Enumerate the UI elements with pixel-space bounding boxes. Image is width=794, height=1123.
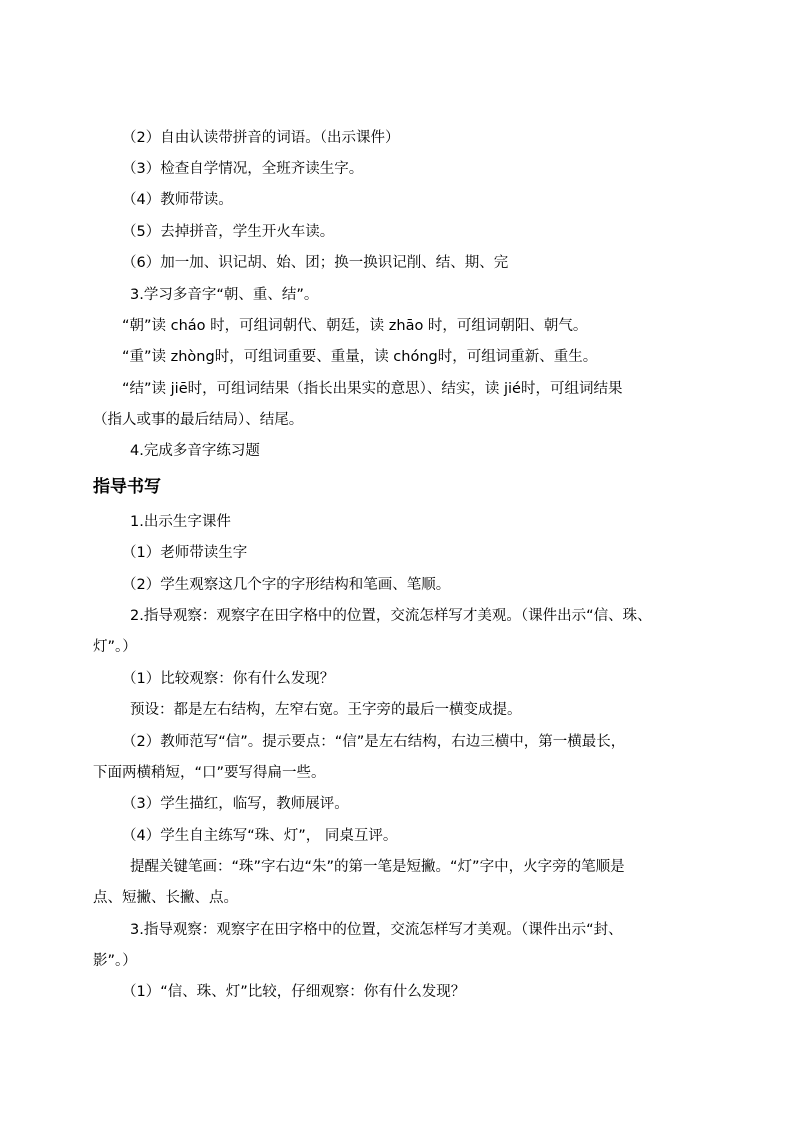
text-line: 灯”。） bbox=[93, 639, 137, 655]
text-line: （6）加一加、识记胡、始、团；换一换识记削、结、期、完 bbox=[122, 255, 509, 271]
text-line: （4）教师带读。 bbox=[122, 192, 233, 208]
text-line: “重”读 zhòng时，可组词重要、重量，读 chóng时，可组词重新、重生。 bbox=[122, 349, 598, 365]
text-line: 1.出示生字课件 bbox=[130, 514, 231, 530]
text-line: 预设：都是左右结构，左窄右宽。王字旁的最后一横变成提。 bbox=[130, 702, 522, 718]
text-line: （3）学生描红，临写，教师展评。 bbox=[122, 796, 349, 812]
text-line: （5）去掉拼音，学生开火车读。 bbox=[122, 224, 335, 240]
text-line: （2）自由认读带拼音的词语。（出示课件） bbox=[122, 130, 400, 146]
text-line: “朝”读 cháo 时，可组词朝代、朝廷，读 zhāo 时，可组词朝阳、朝气。 bbox=[122, 318, 588, 334]
text-line: （2）教师范写“信”。提示要点：“信”是左右结构，右边三横中，第一横最长， bbox=[122, 734, 626, 750]
text-line: 2.指导观察：观察字在田字格中的位置，交流怎样写才美观。（课件出示“信、珠、 bbox=[130, 608, 652, 624]
text-line: （2）学生观察这几个字的字形结构和笔画、笔顺。 bbox=[122, 577, 451, 593]
text-line: （1）比较观察：你有什么发现？ bbox=[122, 671, 335, 687]
text-line: （1）老师带读生字 bbox=[122, 545, 248, 561]
text-line: “结”读 jiē时，可组词结果（指长出果实的意思）、结实，读 jié时，可组词结果 bbox=[122, 381, 623, 397]
text-line: （1）“信、珠、灯”比较，仔细观察：你有什么发现？ bbox=[122, 984, 466, 1000]
section-heading: 指导书写 bbox=[93, 477, 161, 497]
text-line: （指人或事的最后结局）、结尾。 bbox=[93, 412, 304, 428]
text-line: 下面两横稍短，“口”要写得扁一些。 bbox=[93, 765, 326, 781]
text-line: （3）检查自学情况，全班齐读生字。 bbox=[122, 161, 364, 177]
text-line: 点、短撇、长撇、点。 bbox=[93, 890, 238, 906]
text-line: 影”。） bbox=[93, 953, 137, 969]
text-line: （4）学生自主练写“珠、灯”， 同桌互评。 bbox=[122, 828, 398, 844]
text-line: 4.完成多音字练习题 bbox=[130, 443, 260, 459]
text-line: 3.指导观察：观察字在田字格中的位置，交流怎样写才美观。（课件出示“封、 bbox=[130, 922, 623, 938]
text-line: 3.学习多音字“朝、重、结”。 bbox=[130, 287, 319, 303]
text-line: 提醒关键笔画：“珠”字右边“朱”的第一笔是短撇。“灯”字中，火字旁的笔顺是 bbox=[130, 859, 625, 875]
